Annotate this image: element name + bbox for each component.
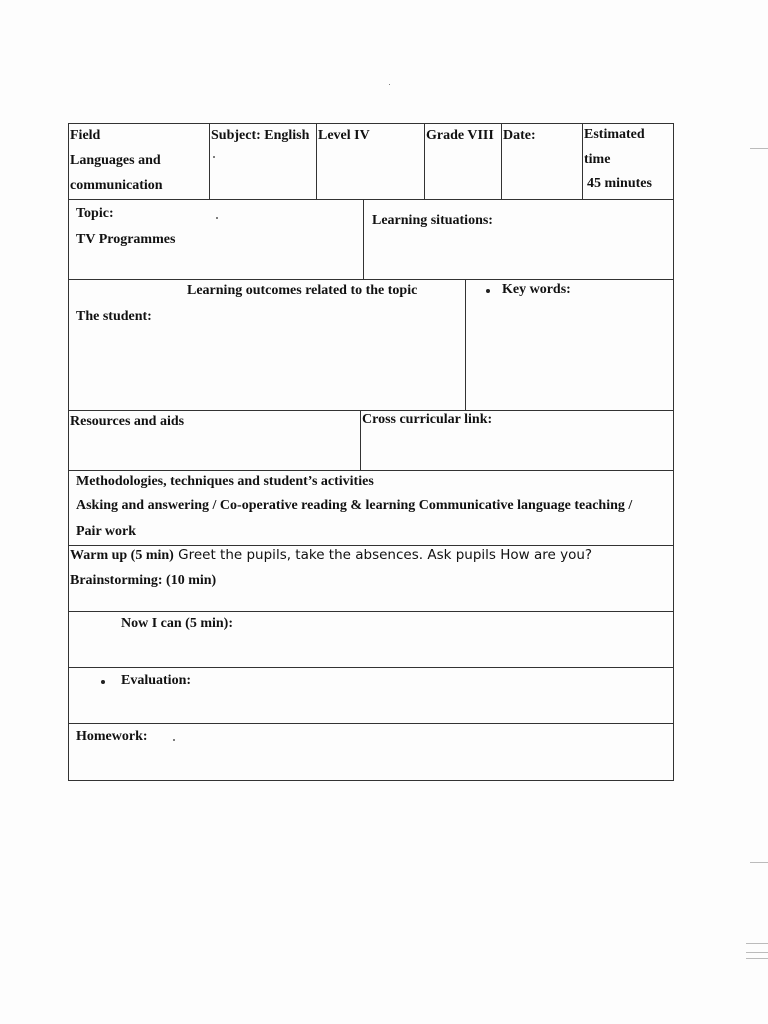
evaluation-row xyxy=(68,667,674,723)
header-row xyxy=(68,123,674,199)
level-label: Level IV xyxy=(318,128,370,143)
warmup-line xyxy=(70,548,592,564)
bullet-icon xyxy=(101,680,105,684)
outcomes-cell xyxy=(69,280,465,410)
outcomes-row xyxy=(68,279,674,410)
cross-curricular-label: Cross curricular link: xyxy=(362,412,493,427)
topic-cell xyxy=(69,200,363,279)
level-cell xyxy=(316,124,424,199)
learning-situations-cell xyxy=(363,200,673,279)
cross-curricular-cell xyxy=(360,411,673,470)
grade-label: Grade VIII xyxy=(426,128,494,143)
field-label: Field xyxy=(70,128,101,143)
scan-mark xyxy=(750,148,768,149)
methodologies-line1: Asking and answering / Co-operative reading & learning Communicative language teaching / xyxy=(76,498,633,513)
resources-cell xyxy=(69,411,360,470)
grade-cell xyxy=(424,124,501,199)
student-label: The student: xyxy=(76,309,152,324)
topic-value: TV Programmes xyxy=(76,232,176,247)
resources-row xyxy=(68,410,674,470)
homework-label: Homework: xyxy=(76,729,148,744)
warmup-label: Warm up (5 min) xyxy=(70,548,174,563)
speck xyxy=(173,739,175,741)
outcomes-heading: Learning outcomes related to the topic xyxy=(187,283,418,298)
homework-row xyxy=(68,723,674,781)
evaluation-label: Evaluation: xyxy=(121,673,192,688)
resources-label: Resources and aids xyxy=(70,414,185,429)
estimated-time-cell xyxy=(582,124,673,199)
speck xyxy=(389,84,390,85)
field-value-line2: communication xyxy=(70,178,163,193)
brainstorming-label: Brainstorming: (10 min) xyxy=(70,573,217,588)
methodologies-heading: Methodologies, techniques and student’s activities xyxy=(76,474,374,489)
methodologies-line2: Pair work xyxy=(76,524,137,539)
topic-row xyxy=(68,199,674,279)
scan-mark xyxy=(746,958,768,959)
bullet-icon xyxy=(486,289,490,293)
now-i-can-row xyxy=(68,611,674,667)
methodologies-row xyxy=(68,470,674,545)
scan-mark xyxy=(746,943,768,944)
estimated-line1: Estimated xyxy=(584,127,645,142)
estimated-line2: time xyxy=(584,152,611,167)
field-value-line1: Languages and xyxy=(70,153,161,168)
warmup-row xyxy=(68,545,674,611)
scan-mark xyxy=(750,862,768,863)
learning-situations-label: Learning situations: xyxy=(372,213,493,228)
subject-cell xyxy=(209,124,316,199)
scan-mark xyxy=(746,952,768,953)
key-words-label: Key words: xyxy=(502,282,571,297)
topic-label: Topic: xyxy=(76,206,114,221)
date-label: Date: xyxy=(503,128,536,143)
estimated-line3: 45 minutes xyxy=(587,176,652,191)
date-cell xyxy=(501,124,582,199)
subject-label: Subject: English xyxy=(211,128,310,143)
speck xyxy=(216,217,218,219)
field-cell xyxy=(69,124,209,199)
speck xyxy=(213,156,215,158)
warmup-text: Greet the pupils, take the absences. Ask pupils How are you? xyxy=(173,547,593,563)
now-i-can-label: Now I can (5 min): xyxy=(121,616,233,631)
key-words-cell xyxy=(465,280,673,410)
